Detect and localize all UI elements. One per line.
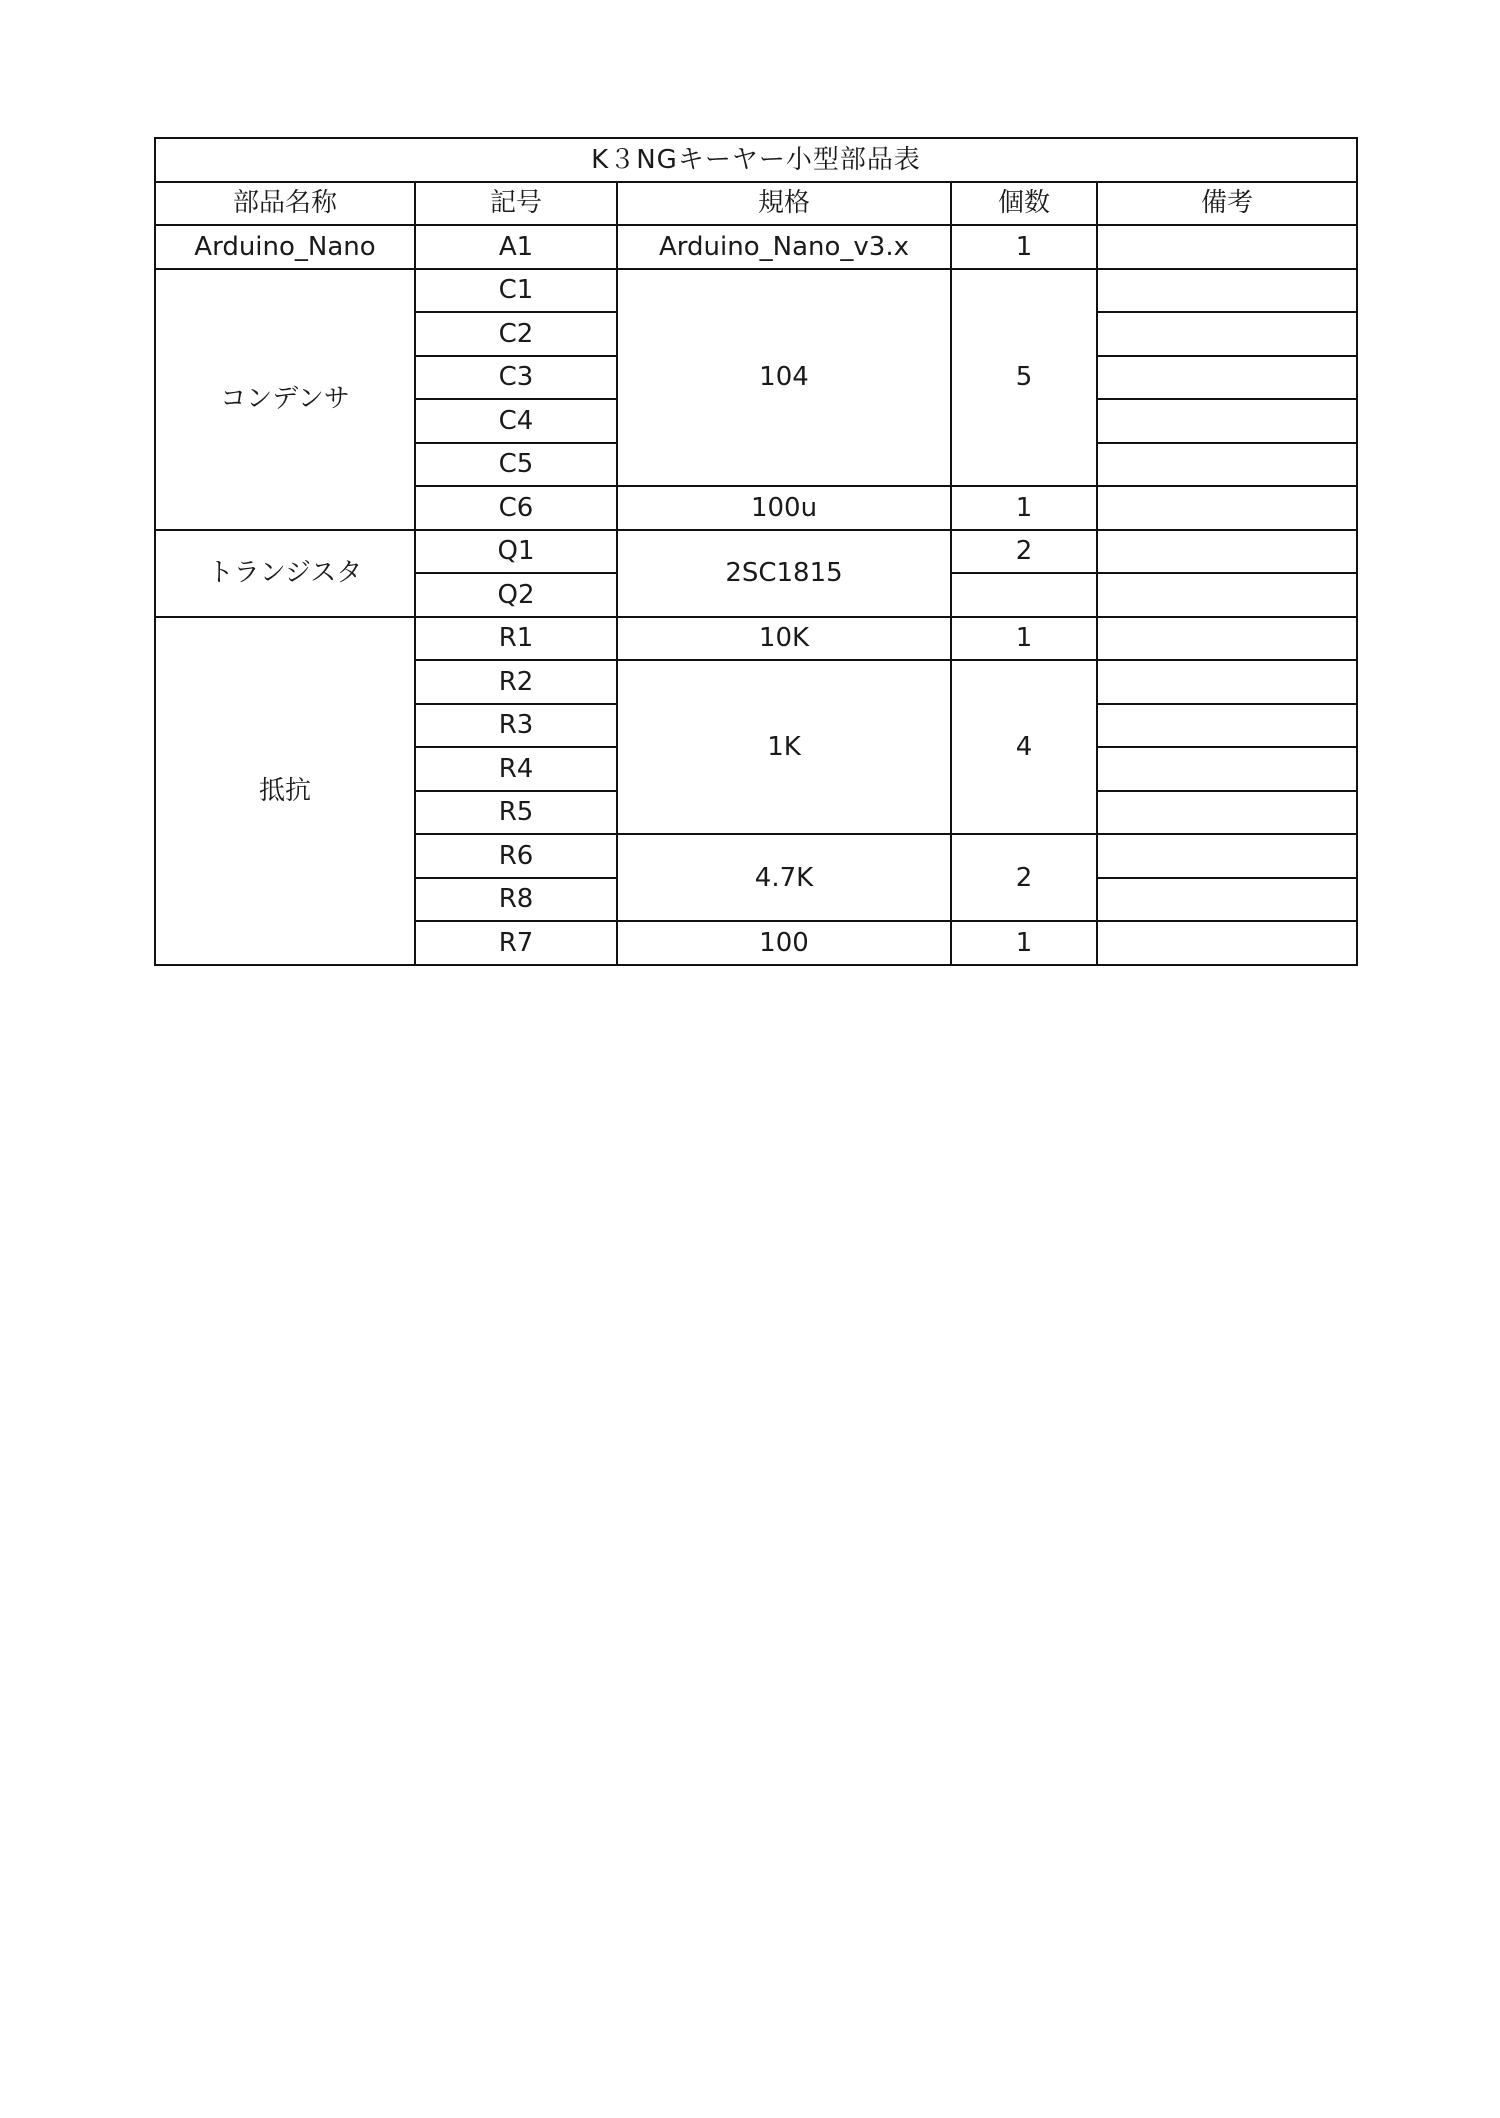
table-row — [155, 617, 1357, 661]
notes-cell — [1097, 225, 1357, 269]
notes-cell — [1097, 747, 1357, 791]
part-quantity: 1 — [951, 225, 1097, 269]
part-symbol: C1 — [415, 269, 617, 313]
part-name-resistor: 抵抗 — [155, 617, 415, 965]
part-spec: 4.7K — [617, 834, 951, 921]
table-title: K３NGキーヤー小型部品表 — [155, 138, 1357, 182]
part-name-transistor: トランジスタ — [155, 530, 415, 617]
notes-cell — [1097, 530, 1357, 574]
table-row — [155, 530, 1357, 574]
parts-list-sheet — [154, 137, 1356, 966]
header-symbol: 記号 — [415, 182, 617, 226]
notes-cell — [1097, 704, 1357, 748]
part-quantity: 1 — [951, 486, 1097, 530]
part-symbol: Q1 — [415, 530, 617, 574]
part-symbol: A1 — [415, 225, 617, 269]
part-spec: 100u — [617, 486, 951, 530]
table-row — [155, 269, 1357, 313]
part-quantity: 2 — [951, 530, 1097, 574]
part-spec: 104 — [617, 269, 951, 487]
header-notes: 備考 — [1097, 182, 1357, 226]
part-symbol: C6 — [415, 486, 617, 530]
header-row — [155, 182, 1357, 226]
part-quantity: 1 — [951, 921, 1097, 965]
header-name: 部品名称 — [155, 182, 415, 226]
part-spec: 100 — [617, 921, 951, 965]
part-symbol: Q2 — [415, 573, 617, 617]
part-quantity: 1 — [951, 617, 1097, 661]
part-symbol: R5 — [415, 791, 617, 835]
notes-cell — [1097, 573, 1357, 617]
part-symbol: R7 — [415, 921, 617, 965]
notes-cell — [1097, 791, 1357, 835]
part-symbol: C2 — [415, 312, 617, 356]
header-spec: 規格 — [617, 182, 951, 226]
title-row — [155, 138, 1357, 182]
notes-cell — [1097, 921, 1357, 965]
notes-cell — [1097, 834, 1357, 878]
notes-cell — [1097, 486, 1357, 530]
part-symbol: R4 — [415, 747, 617, 791]
notes-cell — [1097, 443, 1357, 487]
part-symbol: R2 — [415, 660, 617, 704]
part-symbol: C5 — [415, 443, 617, 487]
notes-cell — [1097, 356, 1357, 400]
notes-cell — [1097, 660, 1357, 704]
part-quantity: 4 — [951, 660, 1097, 834]
table-row — [155, 225, 1357, 269]
part-symbol: R8 — [415, 878, 617, 922]
notes-cell — [1097, 269, 1357, 313]
part-symbol: R1 — [415, 617, 617, 661]
notes-cell — [1097, 399, 1357, 443]
part-spec: 2SC1815 — [617, 530, 951, 617]
part-name-capacitor: コンデンサ — [155, 269, 415, 530]
part-spec: 1K — [617, 660, 951, 834]
parts-table — [154, 137, 1358, 966]
part-quantity: 5 — [951, 269, 1097, 487]
part-symbol: C4 — [415, 399, 617, 443]
part-name-arduino: Arduino_Nano — [155, 225, 415, 269]
notes-cell — [1097, 312, 1357, 356]
notes-cell — [1097, 617, 1357, 661]
part-symbol: C3 — [415, 356, 617, 400]
part-quantity: 2 — [951, 834, 1097, 921]
part-spec: Arduino_Nano_v3.x — [617, 225, 951, 269]
part-symbol: R6 — [415, 834, 617, 878]
notes-cell — [1097, 878, 1357, 922]
part-symbol: R3 — [415, 704, 617, 748]
part-quantity-empty — [951, 573, 1097, 617]
part-spec: 10K — [617, 617, 951, 661]
header-quantity: 個数 — [951, 182, 1097, 226]
